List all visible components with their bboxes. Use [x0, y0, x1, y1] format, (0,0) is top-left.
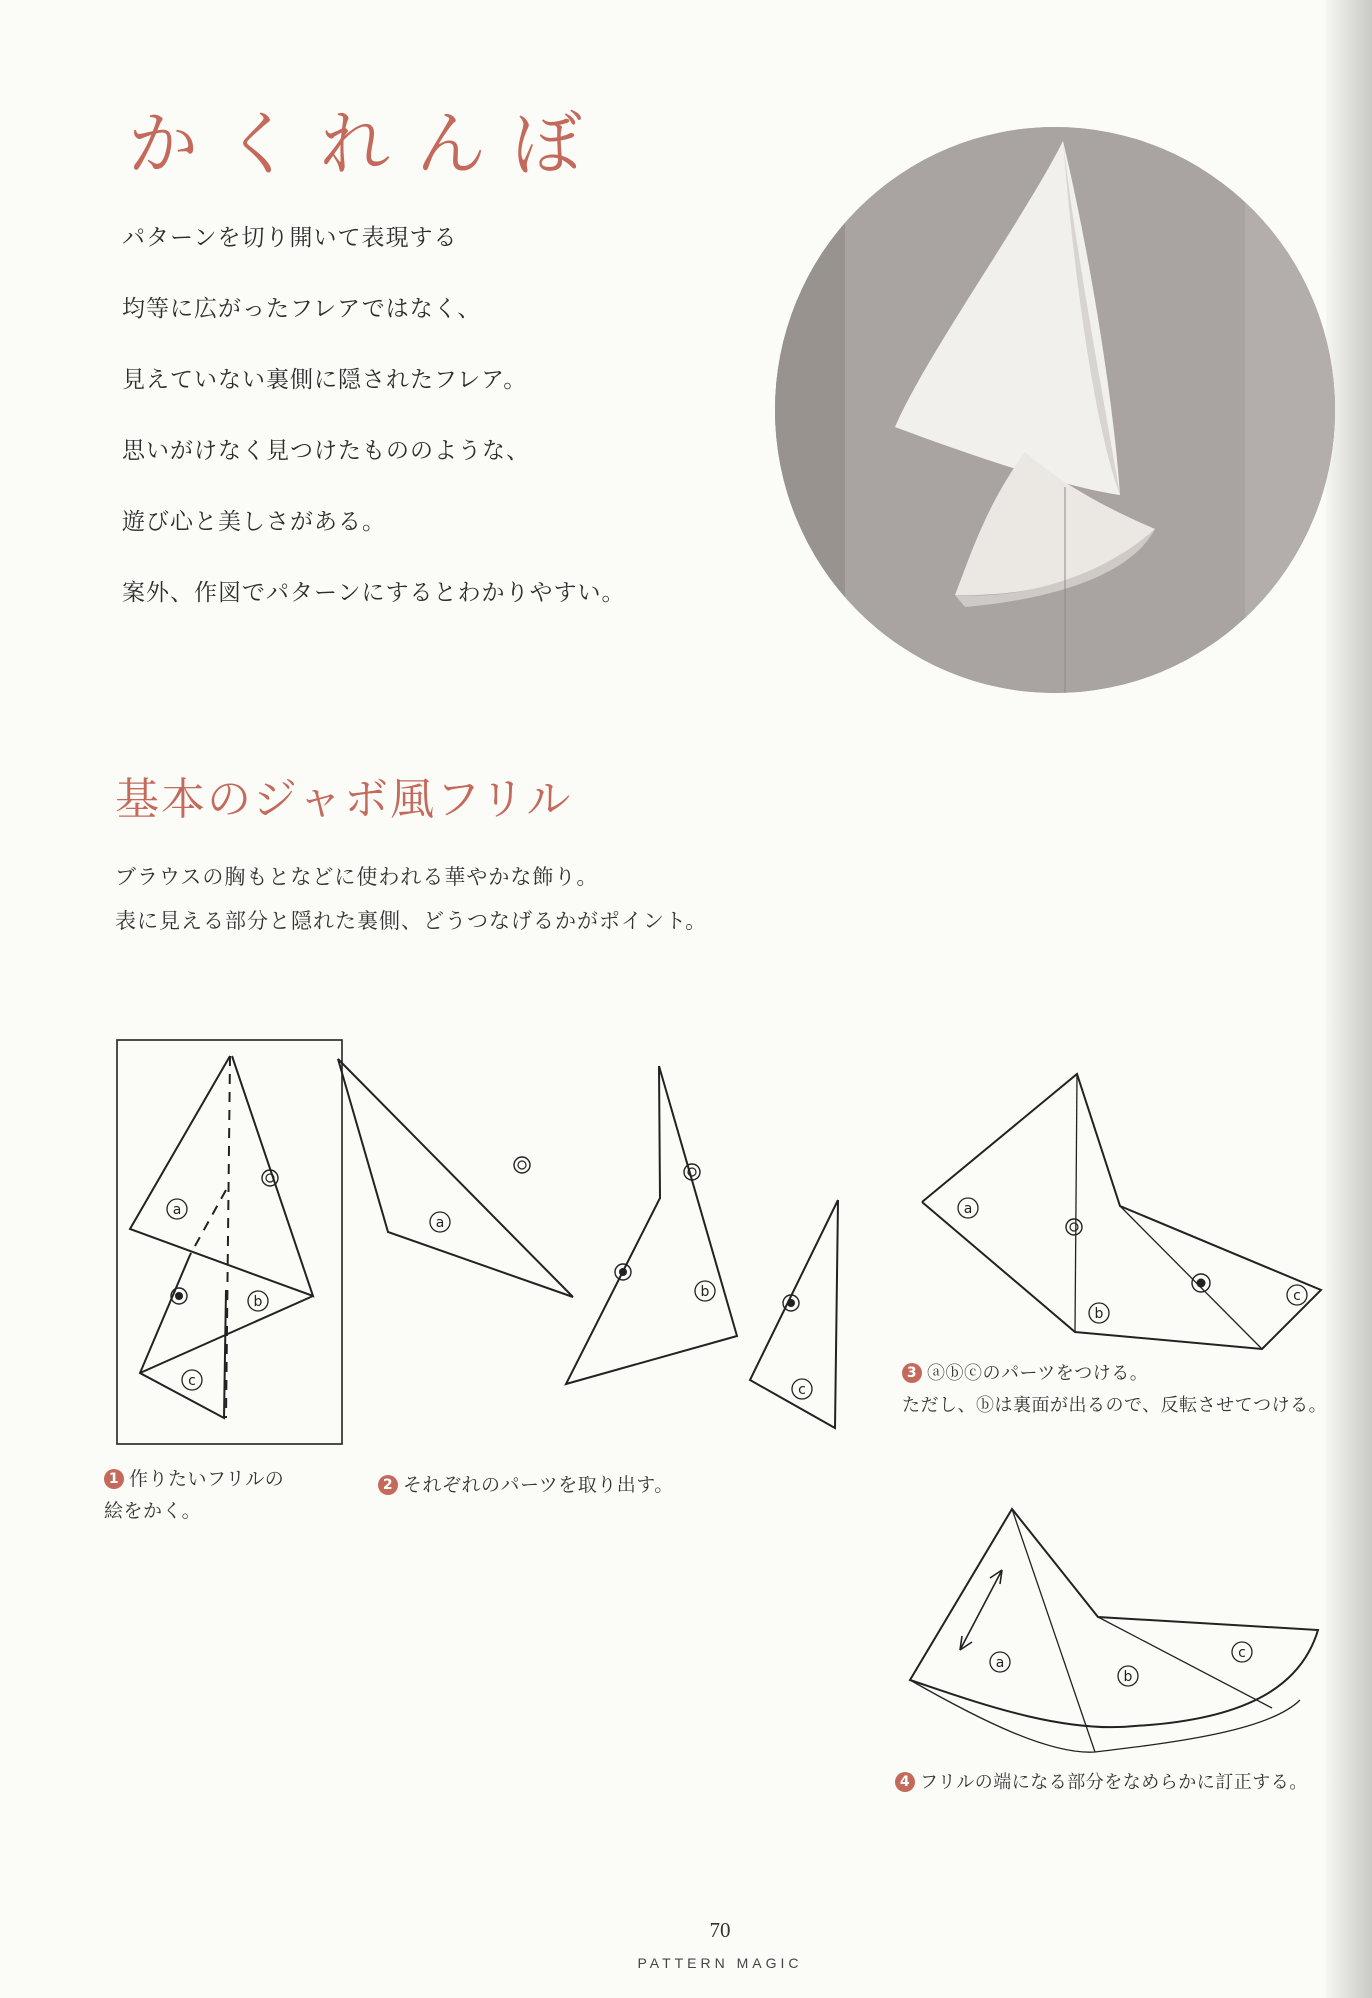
- step-number-badge: 3: [902, 1363, 922, 1383]
- piece-label-a: a: [995, 1655, 1005, 1671]
- piece-label-c: c: [798, 1382, 806, 1398]
- piece-label-c: c: [1238, 1645, 1246, 1661]
- section-desc-line: ブラウスの胸もとなどに使われる華やかな飾り。: [115, 865, 599, 889]
- intro-line: 見えていない裏側に隠されたフレア。: [122, 367, 528, 393]
- page-title: かくれんぼ: [128, 103, 608, 185]
- page-number: 70: [709, 1918, 731, 1942]
- step4-caption-line1: フリルの端になる部分をなめらかに訂正する。: [920, 1772, 1308, 1793]
- step2-caption: [378, 1469, 674, 1501]
- step1-caption-line1: 作りたいフリルの: [129, 1468, 285, 1490]
- piece-label-b: b: [253, 1294, 263, 1310]
- step1-caption: [104, 1463, 284, 1527]
- label-c: [182, 1370, 202, 1390]
- piece-label-c: c: [1293, 1288, 1301, 1304]
- piece-label-a: a: [435, 1215, 445, 1231]
- piece-label-b: b: [1094, 1306, 1104, 1322]
- intro-line: 均等に広がったフレアではなく、: [122, 296, 482, 322]
- match-marks: [171, 1157, 1210, 1311]
- step4-caption: [895, 1767, 1308, 1799]
- step3-caption-line1: ⓐⓑⓒのパーツをつける。: [927, 1363, 1149, 1384]
- step3-caption-line2: ただし、ⓑは裏面が出るので、反転させてつける。: [902, 1395, 1328, 1416]
- step2-part-c: [750, 1200, 838, 1428]
- section-desc-line: 表に見える部分と隠れた裏側、どうつなげるかがポイント。: [115, 909, 708, 933]
- piece-label-b: b: [1123, 1669, 1133, 1685]
- step2-caption-line1: それぞれのパーツを取り出す。: [403, 1474, 674, 1496]
- piece-label-a: a: [172, 1202, 182, 1218]
- piece-label-a: a: [963, 1201, 973, 1217]
- intro-line: 遊び心と美しさがある。: [122, 509, 386, 535]
- step2-part-a: [338, 1059, 573, 1297]
- step-number-badge: 2: [378, 1475, 398, 1495]
- step2-part-b: [566, 1066, 737, 1384]
- label-a: [167, 1199, 187, 1219]
- step-number-badge: 1: [104, 1469, 124, 1489]
- intro-line: パターンを切り開いて表現する: [122, 225, 458, 251]
- intro-line: 案外、作図でパターンにするとわかりやすい。: [122, 580, 626, 606]
- label-b: [248, 1291, 268, 1311]
- step1-caption-line2: 絵をかく。: [104, 1500, 202, 1522]
- step-number-badge: 4: [895, 1772, 915, 1792]
- step4-corrected-frill: [910, 1509, 1320, 1752]
- running-footer: PATTERN MAGIC: [637, 1955, 803, 1971]
- step1-frill-drawing: [130, 1056, 313, 1418]
- section-title: 基本のジャボ風フリル: [115, 774, 573, 825]
- intro-line: 思いがけなく見つけたもののような、: [122, 438, 530, 464]
- step3-caption: [902, 1358, 1327, 1422]
- piece-label-b: b: [700, 1284, 710, 1300]
- step3-assembled-parts: [922, 1074, 1321, 1349]
- piece-label-c: c: [188, 1373, 196, 1389]
- grainline-arrow: [960, 1570, 1002, 1650]
